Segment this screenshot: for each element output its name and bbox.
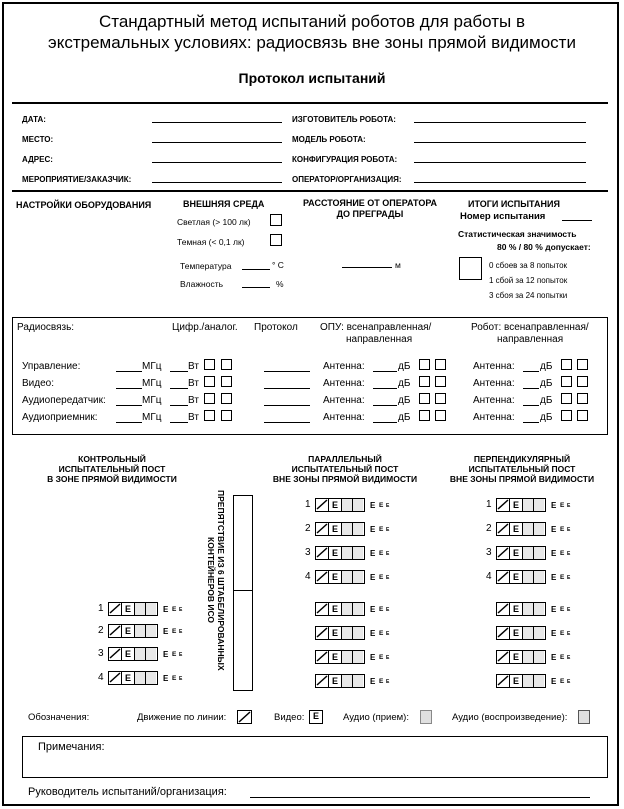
control-station-heading-3: В ЗОНЕ ПРЯМОЙ ВИДИМОСТИ [47, 474, 177, 484]
radio-opu-omni-checkbox[interactable] [419, 410, 430, 421]
station-e-medium: E [560, 606, 565, 613]
field-manufacturer-label: ИЗГОТОВИТЕЛЬ РОБОТА: [292, 115, 396, 124]
distance-heading-1: РАССТОЯНИЕ ОТ ОПЕРАТОРА [302, 198, 438, 208]
radio-w-input[interactable] [170, 371, 188, 372]
station-e-small: E [179, 607, 183, 613]
station-e-small: E [567, 503, 571, 509]
result-option-1: 0 сбоев за 8 попыток [489, 261, 568, 270]
station-indicator: E [315, 522, 365, 536]
radio-opu-db-unit: дБ [398, 395, 411, 406]
station-number: 1 [98, 603, 104, 614]
station-e-big: E [551, 605, 557, 614]
station-indicator: E [315, 498, 365, 512]
radio-w-unit: Вт [188, 412, 199, 423]
radio-opu-dir-checkbox[interactable] [435, 410, 446, 421]
radio-robot-header-2: направленная [497, 334, 564, 345]
parallel-station-heading-2: ИСПЫТАТЕЛЬНЫЙ ПОСТ [291, 464, 399, 474]
radio-digital-checkbox[interactable] [204, 359, 215, 370]
distance-unit: м [395, 260, 401, 270]
env-temperature-label: Температура [180, 261, 232, 271]
station-e-medium: E [560, 574, 565, 581]
station-e-big: E [370, 501, 376, 510]
radio-opu-omni-checkbox[interactable] [419, 376, 430, 387]
station-indicator: E [496, 522, 546, 536]
station-e-big: E [370, 605, 376, 614]
station-e-small: E [386, 679, 390, 685]
station-number: 4 [98, 672, 104, 683]
station-e-big: E [551, 677, 557, 686]
legend-audio-play-label: Аудио (воспроизведение): [452, 712, 568, 723]
station-e-big: E [370, 549, 376, 558]
result-checkbox[interactable] [459, 257, 482, 280]
radio-opu-dir-checkbox[interactable] [435, 376, 446, 387]
station-e-small: E [179, 652, 183, 658]
station-e-medium: E [172, 606, 177, 613]
env-temperature-input[interactable] [242, 269, 270, 270]
legend-audio-play-icon [578, 710, 590, 724]
radio-analog-checkbox[interactable] [221, 359, 232, 370]
station-indicator: E [496, 498, 546, 512]
field-operator-label: ОПЕРАТОР/ОРГАНИЗАЦИЯ: [292, 175, 402, 184]
legend-video-icon: E [309, 710, 323, 724]
radio-protocol-header: Протокол [254, 322, 298, 333]
station-e-small: E [179, 676, 183, 682]
station-e-big: E [551, 525, 557, 534]
legend-audio-rx-icon [420, 710, 432, 724]
station-number: 4 [305, 571, 311, 582]
field-event-label: МЕРОПРИЯТИЕ/ЗАКАЗЧИК: [22, 175, 132, 184]
station-number: 3 [98, 648, 104, 659]
station-e-medium: E [379, 502, 384, 509]
env-humidity-unit: % [276, 279, 284, 289]
radio-row-label: Аудиопередатчик: [22, 395, 106, 406]
env-dark-checkbox[interactable] [270, 234, 282, 246]
station-number: 2 [98, 625, 104, 636]
radio-opu-omni-checkbox[interactable] [419, 393, 430, 404]
obstacle-containers [233, 495, 253, 691]
test-number-label: Номер испытания [460, 211, 546, 222]
station-e-small: E [567, 655, 571, 661]
equipment-settings-heading: НАСТРОЙКИ ОБОРУДОВАНИЯ [16, 200, 152, 210]
radio-robot-antenna-label: Антенна: [473, 395, 515, 406]
env-dark-label: Темная (< 0,1 лк) [177, 237, 245, 247]
field-place-label: МЕСТО: [22, 135, 54, 144]
station-indicator: E [496, 650, 546, 664]
station-indicator: E [315, 650, 365, 664]
field-config-input[interactable] [414, 162, 586, 163]
radio-robot-omni-checkbox[interactable] [561, 359, 572, 370]
title-line-1: Стандартный метод испытаний роботов для работы в [98, 12, 526, 31]
radio-opu-db-input[interactable] [373, 388, 397, 389]
station-e-big: E [370, 653, 376, 662]
radio-robot-header-1: Робот: всенаправленная/ [471, 322, 589, 333]
notes-box[interactable] [22, 736, 608, 778]
radio-robot-antenna-label: Антенна: [473, 378, 515, 389]
station-number: 4 [486, 571, 492, 582]
radio-opu-omni-checkbox[interactable] [419, 359, 430, 370]
field-date-input[interactable] [152, 122, 282, 123]
station-indicator: E [108, 624, 158, 638]
radio-digital-checkbox[interactable] [204, 376, 215, 387]
allows-label: 80 % / 80 % допускает: [497, 242, 591, 252]
station-e-medium: E [172, 675, 177, 682]
station-e-medium: E [379, 574, 384, 581]
radio-digital-checkbox[interactable] [204, 393, 215, 404]
radio-w-input[interactable] [170, 405, 188, 406]
station-e-small: E [386, 655, 390, 661]
radio-opu-db-unit: дБ [398, 378, 411, 389]
radio-robot-omni-checkbox[interactable] [561, 410, 572, 421]
radio-robot-omni-checkbox[interactable] [561, 393, 572, 404]
station-e-medium: E [560, 630, 565, 637]
distance-heading-2: ДО ПРЕГРАДЫ [336, 209, 404, 219]
radio-opu-antenna-label: Антенна: [323, 412, 365, 423]
station-e-small: E [567, 631, 571, 637]
perp-station-heading-1: ПЕРПЕНДИКУЛЯРНЫЙ [473, 454, 571, 464]
station-e-small: E [179, 629, 183, 635]
radio-robot-db-unit: дБ [540, 412, 553, 423]
radio-opu-db-unit: дБ [398, 361, 411, 372]
field-model-label: МОДЕЛЬ РОБОТА: [292, 135, 366, 144]
station-e-small: E [567, 527, 571, 533]
station-e-big: E [551, 501, 557, 510]
control-station-heading-1: КОНТРОЛЬНЫЙ [78, 454, 146, 464]
radio-robot-dir-checkbox[interactable] [577, 376, 588, 387]
radio-opu-dir-checkbox[interactable] [435, 393, 446, 404]
obstacle-label: ПРЕПЯТСТВИЕ ИЗ 6 ШТАБЕЛИРОВАННЫХ КОНТЕЙНЕРОВ ИСО [206, 489, 226, 671]
field-config-label: КОНФИГУРАЦИЯ РОБОТА: [292, 155, 398, 164]
divider-fields [12, 190, 608, 192]
radio-protocol-input[interactable] [264, 422, 310, 423]
radio-robot-dir-checkbox[interactable] [577, 393, 588, 404]
station-e-small: E [567, 551, 571, 557]
station-e-medium: E [379, 606, 384, 613]
station-e-big: E [370, 629, 376, 638]
station-number: 3 [305, 547, 311, 558]
radio-robot-db-unit: дБ [540, 378, 553, 389]
radio-robot-dir-checkbox[interactable] [577, 410, 588, 421]
radio-opu-dir-checkbox[interactable] [435, 359, 446, 370]
station-e-big: E [551, 573, 557, 582]
radio-robot-db-unit: дБ [540, 395, 553, 406]
radio-mhz-input[interactable] [116, 405, 142, 406]
station-e-small: E [567, 607, 571, 613]
env-humidity-label: Влажность [180, 279, 224, 289]
field-address-input[interactable] [152, 162, 282, 163]
radio-w-unit: Вт [188, 395, 199, 406]
station-e-medium: E [172, 628, 177, 635]
station-number: 3 [486, 547, 492, 558]
field-model-input[interactable] [414, 142, 586, 143]
station-e-medium: E [560, 678, 565, 685]
station-number: 2 [305, 523, 311, 534]
station-e-big: E [551, 629, 557, 638]
station-e-medium: E [560, 502, 565, 509]
env-temperature-unit: ° С [272, 260, 284, 270]
radio-robot-antenna-label: Антенна: [473, 412, 515, 423]
radio-row-label: Аудиоприемник: [22, 412, 98, 423]
radio-mhz-unit: МГц [142, 378, 162, 389]
station-number: 2 [486, 523, 492, 534]
legend-motion-label: Движение по линии: [137, 712, 227, 723]
station-e-big: E [163, 627, 169, 636]
radio-w-input[interactable] [170, 388, 188, 389]
radio-label: Радиосвязь: [17, 322, 75, 333]
radio-analog-checkbox[interactable] [221, 410, 232, 421]
radio-robot-db-input[interactable] [523, 388, 539, 389]
station-e-medium: E [379, 550, 384, 557]
station-e-big: E [551, 653, 557, 662]
station-e-medium: E [379, 526, 384, 533]
station-number: 1 [486, 499, 492, 510]
env-light-label: Светлая (> 100 лк) [177, 217, 251, 227]
radio-opu-header-1: ОПУ: всенаправленная/ [320, 322, 432, 333]
divider-top [12, 102, 608, 104]
radio-mhz-unit: МГц [142, 395, 162, 406]
field-address-label: АДРЕС: [22, 155, 53, 164]
station-indicator: E [108, 602, 158, 616]
radio-mhz-input[interactable] [116, 388, 142, 389]
radio-robot-dir-checkbox[interactable] [577, 359, 588, 370]
radio-opu-db-input[interactable] [373, 371, 397, 372]
radio-opu-db-input[interactable] [373, 422, 397, 423]
station-indicator: E [496, 570, 546, 584]
radio-opu-antenna-label: Антенна: [323, 378, 365, 389]
radio-opu-header-2: направленная [346, 334, 413, 345]
radio-digital-header: Цифр./аналог. [172, 322, 238, 333]
station-e-medium: E [560, 654, 565, 661]
station-e-small: E [567, 575, 571, 581]
station-indicator: E [108, 647, 158, 661]
legend-label: Обозначения: [28, 712, 90, 723]
test-number-input[interactable] [562, 220, 592, 221]
results-heading: ИТОГИ ИСПЫТАНИЯ [468, 199, 560, 209]
env-light-checkbox[interactable] [270, 214, 282, 226]
station-e-small: E [386, 527, 390, 533]
radio-analog-checkbox[interactable] [221, 393, 232, 404]
station-e-big: E [551, 549, 557, 558]
radio-mhz-unit: МГц [142, 361, 162, 372]
station-e-medium: E [379, 678, 384, 685]
title-line-2: экстремальных условиях: радиосвязь вне зоны прямой видимости [48, 33, 576, 52]
station-e-medium: E [560, 526, 565, 533]
station-e-big: E [370, 677, 376, 686]
radio-robot-db-input[interactable] [523, 371, 539, 372]
station-indicator: E [496, 674, 546, 688]
result-option-2: 1 сбой за 12 попыток [489, 276, 568, 285]
radio-opu-antenna-label: Антенна: [323, 395, 365, 406]
field-place-input[interactable] [152, 142, 282, 143]
station-number: 1 [305, 499, 311, 510]
legend-video-label: Видео: [274, 712, 305, 723]
radio-w-unit: Вт [188, 361, 199, 372]
station-e-big: E [163, 650, 169, 659]
radio-opu-antenna-label: Антенна: [323, 361, 365, 372]
radio-mhz-unit: МГц [142, 412, 162, 423]
station-indicator: E [315, 674, 365, 688]
radio-protocol-input[interactable] [264, 371, 310, 372]
result-option-3: 3 сбоя за 24 попытки [489, 291, 568, 300]
station-e-medium: E [172, 651, 177, 658]
field-date-label: ДАТА: [22, 115, 46, 124]
station-indicator: E [315, 602, 365, 616]
radio-robot-db-unit: дБ [540, 361, 553, 372]
director-input[interactable] [250, 797, 590, 798]
radio-protocol-input[interactable] [264, 388, 310, 389]
station-e-medium: E [379, 630, 384, 637]
environment-heading: ВНЕШНЯЯ СРЕДА [183, 199, 265, 209]
station-e-medium: E [379, 654, 384, 661]
station-e-small: E [386, 607, 390, 613]
control-station-heading-2: ИСПЫТАТЕЛЬНЫЙ ПОСТ [58, 464, 166, 474]
obstacle-divider [233, 590, 253, 591]
station-e-big: E [370, 525, 376, 534]
significance-label: Статистическая значимость [458, 229, 577, 239]
notes-label: Примечания: [38, 741, 105, 753]
radio-robot-omni-checkbox[interactable] [561, 376, 572, 387]
station-indicator: E [315, 546, 365, 560]
radio-opu-db-input[interactable] [373, 405, 397, 406]
parallel-station-heading-1: ПАРАЛЛЕЛЬНЫЙ [308, 454, 382, 464]
station-e-small: E [386, 631, 390, 637]
station-indicator: E [315, 570, 365, 584]
radio-w-input[interactable] [170, 422, 188, 423]
radio-robot-db-input[interactable] [523, 422, 539, 423]
radio-analog-checkbox[interactable] [221, 376, 232, 387]
radio-robot-db-input[interactable] [523, 405, 539, 406]
station-indicator: E [496, 546, 546, 560]
station-e-small: E [386, 575, 390, 581]
legend-motion-icon [237, 710, 252, 724]
parallel-station-heading-3: ВНЕ ЗОНЫ ПРЯМОЙ ВИДИМОСТИ [272, 474, 418, 484]
perp-station-heading-2: ИСПЫТАТЕЛЬНЫЙ ПОСТ [468, 464, 576, 474]
station-e-big: E [163, 605, 169, 614]
distance-input[interactable] [342, 267, 392, 268]
station-indicator: E [108, 671, 158, 685]
radio-protocol-input[interactable] [264, 405, 310, 406]
station-indicator: E [496, 602, 546, 616]
protocol-title: Протокол испытаний [238, 70, 386, 86]
radio-digital-checkbox[interactable] [204, 410, 215, 421]
station-e-big: E [163, 674, 169, 683]
station-e-big: E [370, 573, 376, 582]
field-event-input[interactable] [152, 182, 282, 183]
radio-w-unit: Вт [188, 378, 199, 389]
station-e-medium: E [560, 550, 565, 557]
radio-robot-antenna-label: Антенна: [473, 361, 515, 372]
field-manufacturer-input[interactable] [414, 122, 586, 123]
station-indicator: E [315, 626, 365, 640]
station-e-small: E [386, 503, 390, 509]
radio-row-label: Видео: [22, 378, 54, 389]
director-label: Руководитель испытаний/организация: [28, 786, 227, 798]
perp-station-heading-3: ВНЕ ЗОНЫ ПРЯМОЙ ВИДИМОСТИ [449, 474, 595, 484]
legend-audio-rx-label: Аудио (прием): [343, 712, 409, 723]
radio-row-label: Управление: [22, 361, 81, 372]
station-e-small: E [567, 679, 571, 685]
station-e-small: E [386, 551, 390, 557]
radio-opu-db-unit: дБ [398, 412, 411, 423]
radio-mhz-input[interactable] [116, 422, 142, 423]
field-operator-input[interactable] [414, 182, 586, 183]
station-indicator: E [496, 626, 546, 640]
env-humidity-input[interactable] [242, 287, 270, 288]
radio-mhz-input[interactable] [116, 371, 142, 372]
